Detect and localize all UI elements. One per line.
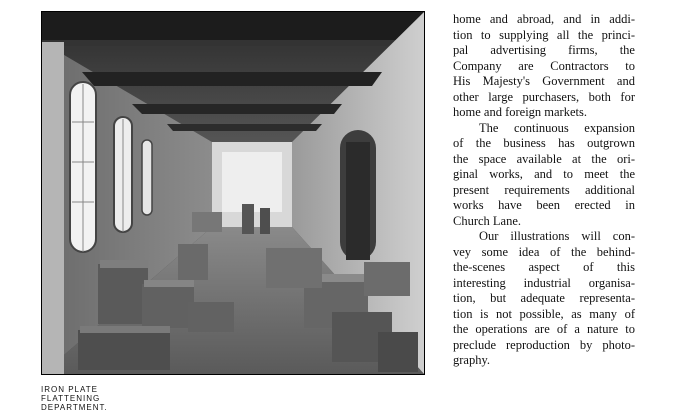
photograph-drawing <box>42 12 424 374</box>
text-line: tion to supplying all the princi- <box>453 27 635 42</box>
text-line: pal advertising firms, the <box>453 43 635 57</box>
text-line: graphy. <box>453 353 491 367</box>
text-line: of the business has outgrown <box>453 136 635 150</box>
text-line: the operations are of a nature to <box>453 322 635 336</box>
text-line: Church Lane. <box>453 213 522 228</box>
text-line: His Majesty's Government and <box>453 74 635 88</box>
text-line: home and foreign markets. <box>453 105 587 119</box>
text-line: vey some idea of the behind- <box>453 244 635 259</box>
photo-caption <box>41 385 108 412</box>
text-line: home and abroad, and in addi- <box>453 12 635 26</box>
text-line: Our illustrations will con- <box>479 229 635 243</box>
caption-line: FLATTENING <box>41 394 101 403</box>
text-line: the space available at the ori- <box>453 151 635 166</box>
text-line: tion is not possible, as many of <box>453 306 635 321</box>
caption-line: IRON PLATE <box>41 385 98 394</box>
text-line: the-scenes aspect of this <box>453 260 635 274</box>
text-line: interesting industrial organisa- <box>453 275 635 290</box>
text-line: present requirements additional <box>453 182 635 197</box>
text-line: other large purchasers, both for <box>453 89 635 104</box>
text-line: The continuous expansion <box>479 120 635 135</box>
text-line: works have been erected in <box>453 198 635 212</box>
text-line: tion, but adequate representa- <box>453 291 635 305</box>
factory-photograph <box>41 11 425 375</box>
caption-line: DEPARTMENT. <box>41 403 108 412</box>
text-line: preclude reproduction by photo- <box>453 337 635 352</box>
text-line: ginal works, and to meet the <box>453 167 635 181</box>
text-line: Company are Contractors to <box>453 58 635 73</box>
body-text-column <box>453 12 635 369</box>
